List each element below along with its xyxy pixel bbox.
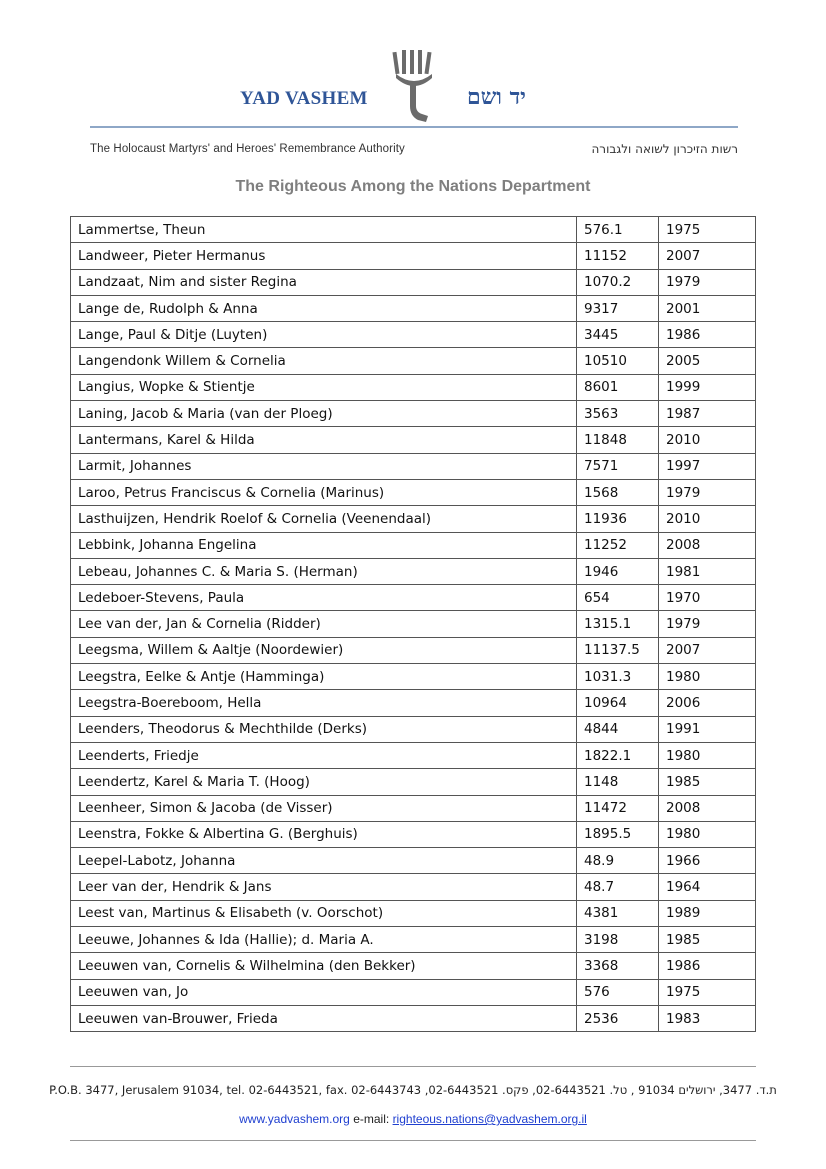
- record-name-cell: Ledeboer-Stevens, Paula: [71, 585, 577, 611]
- table-row: [71, 479, 756, 505]
- logo-hebrew-text: יד ושם: [467, 84, 526, 110]
- table-row: [71, 558, 756, 584]
- record-name-cell: Lange de, Rudolph & Anna: [71, 295, 577, 321]
- record-year-cell: 2008: [659, 532, 756, 558]
- table-row: [71, 979, 756, 1005]
- table-row: [71, 637, 756, 663]
- page-header: [0, 0, 826, 210]
- record-year-cell: 1970: [659, 585, 756, 611]
- table-row: [71, 795, 756, 821]
- table-row: [71, 427, 756, 453]
- record-name-cell: Lammertse, Theun: [71, 217, 577, 243]
- record-file-number-cell: 1031.3: [577, 664, 659, 690]
- record-year-cell: 1985: [659, 927, 756, 953]
- table-row: [71, 585, 756, 611]
- record-name-cell: Leeuwen van-Brouwer, Frieda: [71, 1005, 577, 1031]
- table-row: [71, 243, 756, 269]
- record-file-number-cell: 4844: [577, 716, 659, 742]
- record-file-number-cell: 4381: [577, 900, 659, 926]
- record-file-number-cell: 1895.5: [577, 821, 659, 847]
- record-name-cell: Leenders, Theodorus & Mechthilde (Derks): [71, 716, 577, 742]
- record-year-cell: 1981: [659, 558, 756, 584]
- record-file-number-cell: 10964: [577, 690, 659, 716]
- record-year-cell: 2008: [659, 795, 756, 821]
- department-title: The Righteous Among the Nations Department: [235, 178, 591, 195]
- record-name-cell: Lebbink, Johanna Engelina: [71, 532, 577, 558]
- table-row: [71, 453, 756, 479]
- record-year-cell: 1980: [659, 664, 756, 690]
- record-file-number-cell: 11472: [577, 795, 659, 821]
- record-file-number-cell: 1946: [577, 558, 659, 584]
- record-name-cell: Leegsma, Willem & Aaltje (Noordewier): [71, 637, 577, 663]
- record-file-number-cell: 11137.5: [577, 637, 659, 663]
- table-row: [71, 374, 756, 400]
- record-name-cell: Langendonk Willem & Cornelia: [71, 348, 577, 374]
- email-label: e-mail:: [353, 1112, 390, 1126]
- record-name-cell: Leeuwe, Johannes & Ida (Hallie); d. Maria A.: [71, 927, 577, 953]
- record-name-cell: Leegstra-Boereboom, Hella: [71, 690, 577, 716]
- record-file-number-cell: 9317: [577, 295, 659, 321]
- record-file-number-cell: 1315.1: [577, 611, 659, 637]
- authority-hebrew: רשות הזיכרון לשואה ולגבורה: [591, 142, 738, 156]
- record-year-cell: 1987: [659, 401, 756, 427]
- record-year-cell: 1991: [659, 716, 756, 742]
- record-file-number-cell: 11152: [577, 243, 659, 269]
- table-row: [71, 611, 756, 637]
- table-row: [71, 900, 756, 926]
- table-row: [71, 848, 756, 874]
- record-file-number-cell: 11936: [577, 506, 659, 532]
- record-year-cell: 1980: [659, 742, 756, 768]
- record-year-cell: 1997: [659, 453, 756, 479]
- record-year-cell: 2007: [659, 637, 756, 663]
- record-name-cell: Lasthuijzen, Hendrik Roelof & Cornelia (Veenendaal): [71, 506, 577, 532]
- record-file-number-cell: 654: [577, 585, 659, 611]
- record-year-cell: 1966: [659, 848, 756, 874]
- record-file-number-cell: 1568: [577, 479, 659, 505]
- table-row: [71, 716, 756, 742]
- record-year-cell: 1979: [659, 269, 756, 295]
- record-year-cell: 1999: [659, 374, 756, 400]
- record-file-number-cell: 3198: [577, 927, 659, 953]
- record-year-cell: 1979: [659, 611, 756, 637]
- footer-divider-top: [70, 1066, 756, 1067]
- record-year-cell: 1985: [659, 769, 756, 795]
- record-name-cell: Langius, Wopke & Stientje: [71, 374, 577, 400]
- table-row: [71, 742, 756, 768]
- record-file-number-cell: 576: [577, 979, 659, 1005]
- record-name-cell: Lebeau, Johannes C. & Maria S. (Herman): [71, 558, 577, 584]
- table-row: [71, 401, 756, 427]
- record-file-number-cell: 3368: [577, 953, 659, 979]
- record-name-cell: Landzaat, Nim and sister Regina: [71, 269, 577, 295]
- table-row: [71, 953, 756, 979]
- table-row: [71, 769, 756, 795]
- table-row: [71, 821, 756, 847]
- record-year-cell: 2010: [659, 427, 756, 453]
- record-name-cell: Lange, Paul & Ditje (Luyten): [71, 322, 577, 348]
- table-row: [71, 927, 756, 953]
- record-name-cell: Leer van der, Hendrik & Jans: [71, 874, 577, 900]
- table-row: [71, 322, 756, 348]
- table-row: [71, 690, 756, 716]
- footer-address: P.O.B. 3477, Jerusalem 91034, tel. 02-6443521, fax. 02-6443743 ,02-6443521 .ת.ד. 3477, ירושלים 91034 , טל. 02-6443521, פקס: [49, 1083, 777, 1097]
- record-year-cell: 2007: [659, 243, 756, 269]
- record-file-number-cell: 11252: [577, 532, 659, 558]
- record-file-number-cell: 576.1: [577, 217, 659, 243]
- footer-divider-bottom: [70, 1140, 756, 1141]
- table-row: [71, 348, 756, 374]
- record-year-cell: 1975: [659, 217, 756, 243]
- record-name-cell: Leest van, Martinus & Elisabeth (v. Oorschot): [71, 900, 577, 926]
- record-name-cell: Leenderts, Friedje: [71, 742, 577, 768]
- table-row: [71, 217, 756, 243]
- record-name-cell: Larmit, Johannes: [71, 453, 577, 479]
- record-name-cell: Lee van der, Jan & Cornelia (Ridder): [71, 611, 577, 637]
- authority-english: The Holocaust Martyrs' and Heroes' Remembrance Authority: [90, 143, 405, 155]
- record-file-number-cell: 1070.2: [577, 269, 659, 295]
- record-name-cell: Landweer, Pieter Hermanus: [71, 243, 577, 269]
- record-file-number-cell: 1148: [577, 769, 659, 795]
- record-year-cell: 2001: [659, 295, 756, 321]
- record-year-cell: 2010: [659, 506, 756, 532]
- record-year-cell: 1986: [659, 322, 756, 348]
- record-name-cell: Leendertz, Karel & Maria T. (Hoog): [71, 769, 577, 795]
- record-name-cell: Leeuwen van, Cornelis & Wilhelmina (den Bekker): [71, 953, 577, 979]
- record-name-cell: Leegstra, Eelke & Antje (Hamminga): [71, 664, 577, 690]
- record-year-cell: 1980: [659, 821, 756, 847]
- footer-contact: [0, 1112, 826, 1126]
- record-file-number-cell: 7571: [577, 453, 659, 479]
- header-divider: [90, 126, 738, 128]
- record-year-cell: 2006: [659, 690, 756, 716]
- record-file-number-cell: 3563: [577, 401, 659, 427]
- record-name-cell: Leenstra, Fokke & Albertina G. (Berghuis): [71, 821, 577, 847]
- record-name-cell: Leenheer, Simon & Jacoba (de Visser): [71, 795, 577, 821]
- records-table-body: [71, 217, 756, 1032]
- table-row: [71, 1005, 756, 1031]
- table-row: [71, 874, 756, 900]
- email-link[interactable]: righteous.nations@yadvashem.org.il: [392, 1112, 587, 1126]
- logo-english-text: YAD VASHEM: [240, 88, 368, 109]
- record-file-number-cell: 1822.1: [577, 742, 659, 768]
- record-year-cell: 1964: [659, 874, 756, 900]
- righteous-records-table: [70, 216, 756, 1032]
- record-year-cell: 1986: [659, 953, 756, 979]
- record-file-number-cell: 3445: [577, 322, 659, 348]
- record-file-number-cell: 8601: [577, 374, 659, 400]
- record-year-cell: 1983: [659, 1005, 756, 1031]
- menorah-logo-icon: [388, 50, 440, 128]
- record-name-cell: Lantermans, Karel & Hilda: [71, 427, 577, 453]
- record-year-cell: 1975: [659, 979, 756, 1005]
- record-year-cell: 1989: [659, 900, 756, 926]
- table-row: [71, 295, 756, 321]
- record-file-number-cell: 48.9: [577, 848, 659, 874]
- record-name-cell: Leeuwen van, Jo: [71, 979, 577, 1005]
- table-row: [71, 269, 756, 295]
- record-name-cell: Laning, Jacob & Maria (van der Ploeg): [71, 401, 577, 427]
- record-year-cell: 2005: [659, 348, 756, 374]
- record-file-number-cell: 11848: [577, 427, 659, 453]
- table-row: [71, 506, 756, 532]
- record-file-number-cell: 48.7: [577, 874, 659, 900]
- website-link[interactable]: www.yadvashem.org: [239, 1112, 350, 1126]
- record-name-cell: Leepel-Labotz, Johanna: [71, 848, 577, 874]
- record-file-number-cell: 10510: [577, 348, 659, 374]
- record-year-cell: 1979: [659, 479, 756, 505]
- table-row: [71, 664, 756, 690]
- record-name-cell: Laroo, Petrus Franciscus & Cornelia (Marinus): [71, 479, 577, 505]
- record-file-number-cell: 2536: [577, 1005, 659, 1031]
- table-row: [71, 532, 756, 558]
